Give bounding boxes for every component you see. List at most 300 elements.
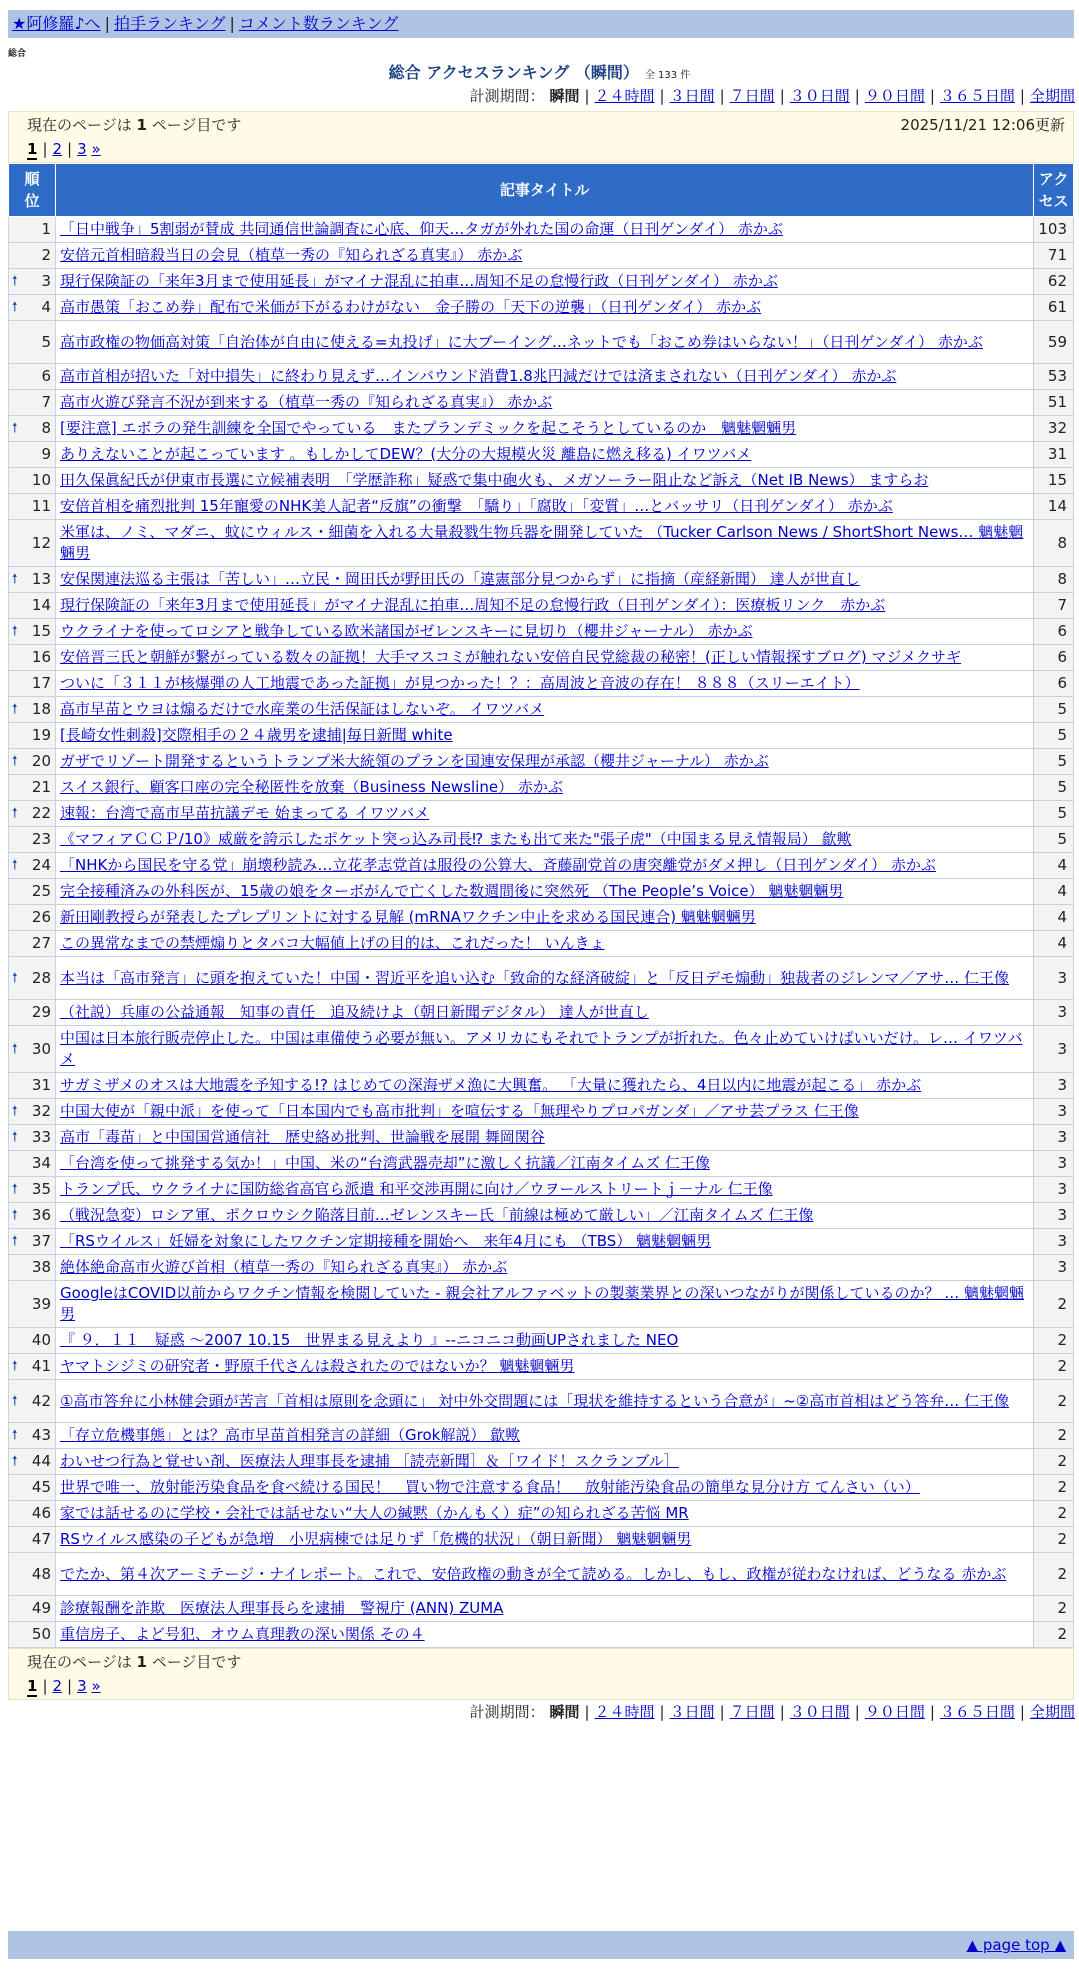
table-row (9, 1229, 1074, 1255)
rank-number: 42 (31, 1391, 51, 1410)
article-link[interactable]: （社説）兵庫の公益通報 知事の責任 追及続けよ（朝日新聞デジタル） 達人が世直し (60, 1003, 649, 1021)
access-count: 2 (1034, 1354, 1074, 1380)
updated-time: 2025/11/21 12:06更新 (900, 116, 1065, 134)
access-count: 71 (1034, 243, 1074, 269)
access-count: 8 (1034, 520, 1074, 567)
rank-number: 29 (31, 1003, 51, 1021)
access-count: 6 (1034, 619, 1074, 645)
rank-number: 49 (31, 1599, 51, 1617)
access-count: 5 (1034, 723, 1074, 749)
rank-cell (9, 749, 56, 775)
article-link[interactable]: でたか、第４次アーミテージ・ナイレポート。これで、安倍政権の動きが全て読める。しかし、もし、政権が従わなければ、どうなる 赤かぶ (60, 1564, 1007, 1583)
page-link[interactable]: 2 (52, 1677, 63, 1695)
rank-number: 13 (31, 570, 51, 588)
table-row (9, 390, 1074, 416)
table-row (9, 1622, 1074, 1648)
rank-cell (9, 645, 56, 671)
up-arrow-icon: 🠕 (12, 806, 18, 821)
title-cell (56, 1527, 1034, 1553)
title-cell (56, 1255, 1034, 1281)
rank-number: 6 (41, 367, 51, 385)
top-nav-bar: ★阿修羅♪へ | 拍手ランキング | コメント数ランキング (8, 10, 1074, 38)
access-count: 6 (1034, 671, 1074, 697)
rank-cell (9, 1622, 56, 1648)
rank-cell (9, 442, 56, 468)
table-row (9, 1380, 1074, 1423)
rank-cell (9, 567, 56, 593)
access-count: 103 (1034, 217, 1074, 243)
rank-number: 38 (31, 1258, 51, 1276)
table-row (9, 1073, 1074, 1099)
title-cell (56, 749, 1034, 775)
article-link[interactable]: 現行保険証の「来年3月まで使用延長」がマイナ混乱に拍車…周知不足の怠慢行政（日刊ゲンダイ） 赤かぶ (60, 272, 778, 290)
title-cell (56, 853, 1034, 879)
title-cell (56, 1281, 1034, 1328)
period-label: 計測期間： (469, 1703, 550, 1721)
access-count: 3 (1034, 957, 1074, 1000)
up-arrow-icon: 🠕 (12, 274, 18, 289)
category-label: 総合 (8, 49, 27, 59)
article-link[interactable]: 米軍は、ノミ、マダニ、蚊にウィルス・細菌を入れる大量殺戮生物兵器を開発していた （Tucker Carlson News / ShortShort News… 魑魅魍魎男 (60, 523, 1024, 562)
title-cell (56, 520, 1034, 567)
title-cell (56, 775, 1034, 801)
access-count: 53 (1034, 364, 1074, 390)
article-link[interactable]: 速報：台湾で高市早苗抗議デモ 始まってる イワツバメ (60, 804, 430, 822)
article-link[interactable]: トランプ氏、ウクライナに国防総省高官ら派遣 和平交渉再開に向け／ウヲールストリートｊ－ナル 仁王像 (60, 1180, 773, 1198)
rank-cell (9, 879, 56, 905)
next-page-link[interactable]: » (91, 1677, 101, 1695)
rank-number: 16 (31, 648, 51, 666)
article-link[interactable]: 田久保眞紀氏が伊東市長選に立候補表明 「学歴詐称」疑惑で集中砲火も、メガソーラー阻止など訴え（Net IB News） ますらお (60, 471, 929, 489)
rank-cell (9, 1380, 56, 1423)
title-cell (56, 1501, 1034, 1527)
access-count: 62 (1034, 269, 1074, 295)
title-cell (56, 697, 1034, 723)
rank-cell (9, 1527, 56, 1553)
title-cell (56, 619, 1034, 645)
rank-cell (9, 494, 56, 520)
rank-cell (9, 1203, 56, 1229)
title-cell (56, 1354, 1034, 1380)
table-row (9, 957, 1074, 1000)
title-cell (56, 364, 1034, 390)
title-cell (56, 1229, 1034, 1255)
rank-number: 25 (31, 882, 51, 900)
access-count: 4 (1034, 931, 1074, 957)
article-link[interactable]: 「RSウイルス」妊婦を対象にしたワクチン定期接種を開始へ 来年4月にも （TBS） 魑魅魍魎男 (60, 1232, 712, 1250)
title-cell (56, 1553, 1034, 1596)
page-links-bottom: 1 | 2 | 3 » (27, 1677, 101, 1695)
up-arrow-icon: 🠕 (12, 1130, 18, 1145)
page-top-link[interactable]: ▲ page top ▲ (966, 1936, 1066, 1954)
period-label: 計測期間： (469, 87, 550, 105)
bottom-period-option[interactable]: ７日間 (729, 1703, 775, 1721)
title-cell (56, 494, 1034, 520)
table-row (9, 593, 1074, 619)
pagination-top (8, 111, 1074, 163)
rank-number: 4 (41, 298, 51, 316)
bottom-period-option: 瞬間 (549, 1703, 580, 1721)
top-period-option[interactable]: 全期間 (1029, 87, 1075, 105)
up-arrow-icon: 🠕 (12, 1359, 18, 1374)
rank-number: 10 (31, 471, 51, 489)
title-cell (56, 442, 1034, 468)
article-link[interactable]: 「NHKから国民を守る党」崩壊秒読み…立花孝志党首は服役の公算大、斉藤副党首の唐突離党がダメ押し（日刊ゲンダイ） 赤かぶ (60, 856, 936, 874)
table-row (9, 1501, 1074, 1527)
rank-cell (9, 1596, 56, 1622)
rank-cell (9, 520, 56, 567)
rank-number: 14 (31, 596, 51, 614)
rank-cell (9, 1177, 56, 1203)
table-row (9, 416, 1074, 442)
table-row (9, 1328, 1074, 1354)
article-link[interactable]: 《マフィアＣＣＰ/10》威厳を誇示したポケット突っ込み司長⁉ またも出て来た"張子虎"（中国まる見え情報局） 歙歟 (60, 830, 852, 848)
access-count: 3 (1034, 1151, 1074, 1177)
table-row (9, 520, 1074, 567)
rank-cell (9, 905, 56, 931)
next-page-link[interactable]: » (91, 140, 101, 158)
title-cell (56, 827, 1034, 853)
bottom-period-option[interactable]: ９０日間 (864, 1703, 925, 1721)
clap-ranking-link[interactable]: 拍手ランキング (113, 14, 226, 33)
table-row (9, 1125, 1074, 1151)
article-link[interactable]: ヤマトシジミの研究者・野原千代さんは殺されたのではないか？ 魑魅魍魎男 (60, 1357, 575, 1375)
rank-number: 11 (31, 497, 51, 515)
rank-number: 22 (31, 804, 51, 822)
article-link[interactable]: 安倍元首相暗殺当日の会見（植草一秀の『知られざる真実』） 赤かぶ (60, 246, 523, 264)
article-link[interactable]: 本当は「高市発言」に頭を抱えていた！中国・習近平を追い込む「致命的な経済破綻」と「反日デモ煽動」独裁者のジレンマ／アサ… 仁王像 (60, 968, 1010, 987)
access-count: 59 (1034, 321, 1074, 364)
up-arrow-icon: 🠕 (12, 970, 18, 986)
article-link[interactable]: [長崎女性刺殺]交際相手の２４歳男を逮捕|毎日新聞 white (60, 726, 453, 744)
top-period-option[interactable]: ３日間 (669, 87, 715, 105)
article-link[interactable]: 絶体絶命高市火遊び首相（植草一秀の『知られざる真実』） 赤かぶ (60, 1258, 508, 1276)
article-link[interactable]: 診療報酬を詐欺 医療法人理事長らを逮捕 警視庁 (ANN) ZUMA (60, 1599, 504, 1617)
title-cell (56, 593, 1034, 619)
title-cell (56, 416, 1034, 442)
up-arrow-icon: 🠕 (12, 300, 18, 315)
article-link[interactable]: 安倍晋三氏と朝鮮が繋がっている数々の証拠！大手マスコミが触れない安倍自民党総裁の秘密！(正しい情報探すブログ) マジメクサギ (60, 648, 962, 666)
access-count: 32 (1034, 416, 1074, 442)
access-count: 2 (1034, 1596, 1074, 1622)
article-link[interactable]: 「存立危機事態」とは？高市早苗首相発言の詳細（Grok解説） 歙歟 (60, 1426, 521, 1444)
table-row (9, 1449, 1074, 1475)
access-count: 3 (1034, 1255, 1074, 1281)
article-link[interactable]: 中国は日本旅行販売停止した。中国は車備使う必要が無い。アメリカにもそれでトランプが折れた。色々止めていけばいいだけ。レ… イワツバメ (60, 1029, 1023, 1068)
rank-cell (9, 619, 56, 645)
article-link[interactable]: ついに「３１１が核爆弾の人工地震であった証拠」が見つかった！？：高周波と音波の存在！ ８８８（スリーエイト） (60, 674, 860, 692)
table-row (9, 775, 1074, 801)
rank-cell (9, 321, 56, 364)
article-link[interactable]: 高市愚策「おこめ券」配布で米価が下がるわけがない 金子勝の「天下の逆襲」（日刊ゲンダイ） 赤かぶ (60, 298, 762, 316)
article-link[interactable]: 安保関連法巡る主張は「苦しい」…立民・岡田氏が野田氏の「違憲部分見つからず」に指摘（産経新聞） 達人が世直し (60, 570, 860, 588)
title-cell (56, 1177, 1034, 1203)
rank-number: 35 (31, 1180, 51, 1198)
title-cell (56, 321, 1034, 364)
rank-number: 1 (41, 220, 51, 238)
access-count: 2 (1034, 1475, 1074, 1501)
rank-number: 45 (31, 1478, 51, 1496)
access-count: 4 (1034, 853, 1074, 879)
title-cell (56, 1026, 1034, 1073)
up-arrow-icon: 🠕 (12, 572, 18, 587)
col-header-access: アクセス (1034, 164, 1074, 217)
access-count: 15 (1034, 468, 1074, 494)
page-link[interactable]: 1 (27, 140, 38, 158)
table-row (9, 879, 1074, 905)
top-period-option[interactable]: ２４時間 (594, 87, 655, 105)
rank-number: 9 (41, 445, 51, 463)
rank-cell (9, 957, 56, 1000)
access-count: 3 (1034, 1099, 1074, 1125)
rank-cell (9, 1328, 56, 1354)
ranking-count: 全 133 件 (644, 70, 691, 81)
table-row (9, 723, 1074, 749)
table-row (9, 1281, 1074, 1328)
rank-number: 28 (31, 968, 51, 987)
up-arrow-icon: 🠕 (12, 1393, 18, 1409)
title-cell (56, 1203, 1034, 1229)
rank-number: 7 (41, 393, 51, 411)
table-row (9, 931, 1074, 957)
col-header-title: 記事タイトル (56, 164, 1034, 217)
article-link[interactable]: GoogleはCOVID以前からワクチン情報を検閲していた - 親会社アルファベットの製薬業界との深いつながりが関係しているのか？ … 魑魅魍魎男 (60, 1284, 1024, 1323)
bottom-period-option[interactable]: ３日間 (669, 1703, 715, 1721)
rank-cell (9, 390, 56, 416)
top-period-option: 瞬間 (549, 87, 580, 105)
table-row (9, 364, 1074, 390)
title-cell (56, 269, 1034, 295)
rank-cell (9, 671, 56, 697)
article-link[interactable]: RSウイルス感染の子どもが急増 小児病棟では足りず「危機的状況」（朝日新聞） 魑魅魍魎男 (60, 1530, 692, 1548)
rank-number: 17 (31, 674, 51, 692)
access-count: 5 (1034, 697, 1074, 723)
title-cell (56, 1125, 1034, 1151)
access-count: 3 (1034, 1073, 1074, 1099)
ranking-title-text: 総合 アクセスランキング （瞬間） (388, 63, 639, 82)
title-cell (56, 1151, 1034, 1177)
page-link[interactable]: 2 (52, 140, 63, 158)
access-count: 4 (1034, 905, 1074, 931)
table-row (9, 1099, 1074, 1125)
current-page-text: 現在のページは 1 ページ目です (27, 116, 242, 134)
table-row (9, 749, 1074, 775)
access-count: 5 (1034, 775, 1074, 801)
rank-number: 30 (31, 1039, 51, 1058)
title-cell (56, 1099, 1034, 1125)
table-row (9, 645, 1074, 671)
top-period-option[interactable]: ９０日間 (864, 87, 925, 105)
rank-cell (9, 1449, 56, 1475)
title-cell (56, 468, 1034, 494)
access-count: 3 (1034, 1026, 1074, 1073)
title-cell (56, 1328, 1034, 1354)
bottom-period-option[interactable]: ２４時間 (594, 1703, 655, 1721)
rank-cell (9, 468, 56, 494)
table-row (9, 1177, 1074, 1203)
title-cell (56, 567, 1034, 593)
bottom-period-option[interactable]: ３０日間 (789, 1703, 850, 1721)
rank-cell (9, 364, 56, 390)
up-arrow-icon: 🠕 (12, 1234, 18, 1249)
access-count: 3 (1034, 1229, 1074, 1255)
top-period-option[interactable]: ３６５日間 (939, 87, 1015, 105)
rank-number: 33 (31, 1128, 51, 1146)
article-link[interactable]: 完全接種済みの外科医が、15歳の娘をターボがんで亡くした数週間後に突然死 （The People’s Voice） 魑魅魍魎男 (60, 882, 844, 900)
table-row (9, 1026, 1074, 1073)
page-link[interactable]: 3 (77, 140, 87, 158)
table-row (9, 494, 1074, 520)
table-row (9, 1000, 1074, 1026)
rank-cell (9, 1151, 56, 1177)
table-row (9, 671, 1074, 697)
article-link[interactable]: 中国大使が「親中派」を使って「日本国内でも高市批判」を喧伝する「無理やりプロパガンダ」／アサ芸プラス 仁王像 (60, 1102, 859, 1120)
table-row (9, 567, 1074, 593)
article-link[interactable]: 「台湾を使って挑発する気か！」中国、米の“台湾武器売却”に激しく抗議／江南タイムズ 仁王像 (60, 1154, 711, 1172)
bottom-period-option[interactable]: 全期間 (1029, 1703, 1075, 1721)
access-count: 8 (1034, 567, 1074, 593)
access-count: 2 (1034, 1328, 1074, 1354)
rank-number: 36 (31, 1206, 51, 1224)
article-link[interactable]: 高市政権の物価高対策「自治体が自由に使える=丸投げ」に大ブーイング…ネットでも「おこめ券はいらない！」（日刊ゲンダイ） 赤かぶ (60, 332, 983, 351)
home-link[interactable]: ★阿修羅♪へ (12, 14, 101, 33)
rank-number: 23 (31, 830, 51, 848)
table-row (9, 1527, 1074, 1553)
article-link[interactable]: ウクライナを使ってロシアと戦争している欧米諸国がゼレンスキーに見切り（櫻井ジャーナル） 赤かぶ (60, 622, 753, 640)
rank-number: 48 (31, 1564, 51, 1583)
up-arrow-icon: 🠕 (12, 624, 18, 639)
title-cell (56, 1073, 1034, 1099)
article-link[interactable]: 重信房子、よど号犯、オウム真理教の深い関係 その４ (60, 1625, 425, 1643)
rank-cell (9, 1281, 56, 1328)
table-row (9, 827, 1074, 853)
rank-number: 24 (31, 856, 51, 874)
up-arrow-icon: 🠕 (12, 1208, 18, 1223)
rank-number: 32 (31, 1102, 51, 1120)
article-link[interactable]: ガザでリゾート開発するというトランプ米大統領のプランを国連安保理が承認（櫻井ジャーナル） 赤かぶ (60, 752, 769, 770)
article-link[interactable]: 高市早苗とウヨは煽るだけで水産業の生活保証はしないぞ。 イワツバメ (60, 700, 545, 718)
rank-number: 41 (31, 1357, 51, 1375)
up-arrow-icon: 🠕 (12, 1104, 18, 1119)
article-link[interactable]: 安倍首相を痛烈批判 15年寵愛のNHK美人記者“反旗”の衝撃 「驕り」「腐敗」「変質」…とバッサリ（日刊ゲンダイ） 赤かぶ (60, 497, 893, 515)
page-link[interactable]: 3 (77, 1677, 87, 1695)
rank-number: 19 (31, 726, 51, 744)
access-count: 5 (1034, 801, 1074, 827)
access-count: 51 (1034, 390, 1074, 416)
table-row (9, 697, 1074, 723)
article-link[interactable]: 高市「毒苗」と中国国営通信社 歴史絡め批判、世論戦を展開 舞岡関谷 (60, 1128, 545, 1146)
access-count: 2 (1034, 1553, 1074, 1596)
rank-cell (9, 1475, 56, 1501)
article-link[interactable]: 新田剛教授らが発表したプレプリントに対する見解 (mRNAワクチン中止を求める国民連合) 魑魅魍魎男 (60, 908, 756, 926)
access-count: 2 (1034, 1449, 1074, 1475)
rank-number: 31 (31, 1076, 51, 1094)
rank-number: 3 (41, 272, 51, 290)
article-link[interactable]: 現行保険証の「来年3月まで使用延長」がマイナ混乱に拍車…周知不足の怠慢行政（日刊ゲンダイ）：医療板リンク 赤かぶ (60, 596, 886, 614)
rank-cell (9, 931, 56, 957)
rank-cell (9, 697, 56, 723)
rank-number: 46 (31, 1504, 51, 1522)
table-row (9, 1354, 1074, 1380)
access-count: 31 (1034, 442, 1074, 468)
access-count: 7 (1034, 593, 1074, 619)
rank-cell (9, 593, 56, 619)
title-cell (56, 957, 1034, 1000)
article-link[interactable]: スイス銀行、顧客口座の完全秘匿性を放棄（Business Newsline） 赤かぶ (60, 778, 563, 796)
access-count: 3 (1034, 1177, 1074, 1203)
table-row (9, 905, 1074, 931)
table-row (9, 1596, 1074, 1622)
access-count: 2 (1034, 1501, 1074, 1527)
rank-cell (9, 1501, 56, 1527)
article-link[interactable]: 『 ９．１１ 疑惑 ～2007 10.15 世界まる見えより 』--ニコニコ動画UPされました NEO (60, 1331, 679, 1349)
article-link[interactable]: （戦況急変）ロシア軍、ポクロウシク陥落目前…ゼレンスキー氏「前線は極めて厳しい」／江南タイムズ 仁王像 (60, 1206, 814, 1224)
article-link[interactable]: 高市首相が招いた「対中損失」に終わり見えず…インバウンド消費1.8兆円減だけでは済まされない（日刊ゲンダイ） 赤かぶ (60, 367, 897, 385)
up-arrow-icon: 🠕 (12, 702, 18, 717)
top-period-option[interactable]: ３０日間 (789, 87, 850, 105)
rank-number: 43 (31, 1426, 51, 1444)
title-cell (56, 645, 1034, 671)
article-link[interactable]: 世界で唯一、放射能汚染食品を食べ続ける国民！ 買い物で注意する食品！ 放射能汚染食品の簡単な見分け方 てんさい（い） (60, 1478, 920, 1496)
article-link[interactable]: 家では話せるのに学校・会社では話せない“大人の緘黙（かんもく）症”の知られざる苦悩 MR (60, 1504, 689, 1522)
period-selector-top: 計測期間： 瞬間 | ２４時間 | ３日間 | ７日間 | ３０日間 | ９０日間 | ３６５日間 | 全期間 (469, 87, 1075, 105)
up-arrow-icon: 🠕 (12, 1454, 18, 1469)
title-cell (56, 1423, 1034, 1449)
table-row (9, 217, 1074, 243)
rank-number: 44 (31, 1452, 51, 1470)
comment-ranking-link[interactable]: コメント数ランキング (238, 14, 399, 33)
rank-number: 2 (41, 246, 51, 264)
table-row (9, 1553, 1074, 1596)
rank-cell (9, 1073, 56, 1099)
title-cell (56, 723, 1034, 749)
rank-cell (9, 1229, 56, 1255)
table-row (9, 295, 1074, 321)
rank-number: 26 (31, 908, 51, 926)
rank-number: 47 (31, 1530, 51, 1548)
rank-number: 27 (31, 934, 51, 952)
top-period-option[interactable]: ７日間 (729, 87, 775, 105)
article-link[interactable]: 「日中戦争」5割弱が賛成 共同通信世論調査に心底、仰天…タガが外れた国の命運（日刊ゲンダイ） 赤かぶ (60, 220, 783, 238)
article-link[interactable]: ①高市答弁に小林健会頭が苦言「首相は原則を念頭に」 対中外交問題には「現状を維持するという合意が」~②高市首相はどう答弁… 仁王像 (60, 1391, 1010, 1410)
col-header-rank: 順位 (9, 164, 56, 217)
title-cell (56, 905, 1034, 931)
access-count: 2 (1034, 1622, 1074, 1648)
rank-cell (9, 1000, 56, 1026)
ranking-title (0, 62, 1079, 87)
up-arrow-icon: 🠕 (12, 421, 18, 436)
rank-cell (9, 416, 56, 442)
rank-number: 12 (31, 533, 51, 552)
up-arrow-icon: 🠕 (12, 1428, 18, 1443)
rank-cell (9, 1255, 56, 1281)
title-cell (56, 243, 1034, 269)
table-row (9, 269, 1074, 295)
article-link[interactable]: [要注意] エボラの発生訓練を全国でやっている またプランデミックを起こそうとしているのか 魑魅魍魎男 (60, 419, 797, 437)
article-link[interactable]: この異常なまでの禁煙煽りとタバコ大幅値上げの目的は、これだった！ いんきょ (60, 934, 605, 952)
rank-number: 39 (31, 1294, 51, 1313)
page-link[interactable]: 1 (27, 1677, 38, 1695)
bottom-period-option[interactable]: ３６５日間 (939, 1703, 1015, 1721)
article-link[interactable]: わいせつ行為と覚せい剤、医療法人理事長を逮捕 ［読売新聞］＆［ワイド！スクランブル］ (60, 1452, 679, 1470)
article-link[interactable]: サガミザメのオスは大地震を予知する!? はじめての深海ザメ漁に大興奮。 「大量に獲れたら、4日以内に地震が起こる」 赤かぶ (60, 1076, 922, 1094)
access-count: 2 (1034, 1527, 1074, 1553)
article-link[interactable]: 高市火遊び発言不況が到来する（植草一秀の『知られざる真実』） 赤かぶ (60, 393, 553, 411)
table-row (9, 1203, 1074, 1229)
article-link[interactable]: ありえないことが起こっています 。もしかしてDEW？(大分の大規模火災 離島に燃え移る) イワツバメ (60, 445, 752, 463)
access-count: 4 (1034, 879, 1074, 905)
rank-cell (9, 723, 56, 749)
